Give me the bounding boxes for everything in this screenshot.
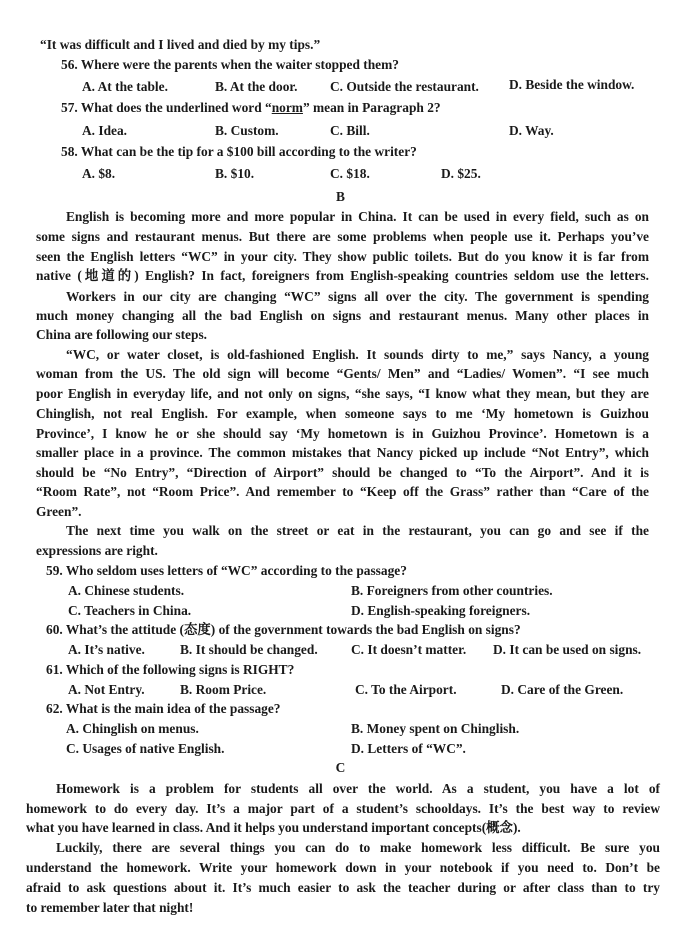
question-number: 57. (61, 100, 78, 115)
q62-option-d[interactable]: D. Letters of “WC”. (351, 741, 466, 756)
section-c-heading: C (335, 760, 346, 775)
q60-option-d[interactable]: D. It can be used on signs. (493, 642, 642, 657)
question-56 (61, 55, 399, 75)
passage-b-line: poor English in everyday life, and not only on signs, “she says, “I know what they mean, but they are (36, 386, 649, 401)
question-stem-before: What does the underlined word “ (80, 100, 272, 115)
passage-b-line: expressions are right. (36, 543, 158, 558)
question-stem: Which of the following signs is RIGHT? (65, 662, 295, 677)
q60-option-c[interactable]: C. It doesn’t matter. (351, 642, 467, 657)
q62-option-c[interactable]: C. Usages of native English. (66, 741, 225, 756)
question-stem: What is the main idea of the passage? (65, 701, 281, 716)
q57-option-b[interactable]: B. Custom. (215, 123, 279, 138)
passage-c-line: to remember later that night! (26, 900, 194, 915)
passage-a-closing-quote: “It was difficult and I lived and died by my tips.” (40, 37, 321, 52)
question-number: 59. (46, 563, 63, 578)
q59-option-b[interactable]: B. Foreigners from other countries. (351, 583, 553, 598)
section-b-heading: B (336, 189, 345, 204)
passage-b-line: Workers in our city are changing “WC” signs all over the city. The government is spending (66, 289, 649, 304)
q61-option-d[interactable]: D. Care of the Green. (501, 682, 624, 697)
passage-b-line: Chinglish, not real English. For example, when someone says to me ‘My hometown is Guizhou (36, 406, 649, 421)
q59-option-c[interactable]: C. Teachers in China. (68, 603, 192, 618)
passage-b-line: Green”. (36, 504, 82, 519)
passage-c-line: Luckily, there are several things you can do to make homework less difficult. Be sure you (56, 840, 660, 855)
passage-b-line: seen the English letters “WC” in your city. They show public toilets. But do you know it is far from (36, 249, 649, 264)
q56-option-b[interactable]: B. At the door. (215, 79, 298, 94)
question-58 (61, 142, 417, 162)
question-60 (46, 620, 521, 640)
question-stem-after: ” mean in Paragraph 2? (302, 100, 441, 115)
question-62 (46, 699, 281, 719)
passage-c-line: understand the homework. Write your homework down in your notebook if you need to. Don’t be (26, 860, 660, 875)
passage-b-line: English is becoming more and more popular in China. It can be used in every field, such as on (66, 209, 649, 224)
q61-option-b[interactable]: B. Room Price. (180, 682, 267, 697)
question-stem: What can be the tip for a $100 bill according to the writer? (80, 144, 417, 159)
question-number: 58. (61, 144, 78, 159)
question-59 (46, 561, 407, 581)
passage-c-line: what you have learned in class. And it helps you understand important concepts(概念). (26, 820, 521, 835)
q57-option-d[interactable]: D. Way. (509, 123, 554, 138)
passage-c-line: afraid to ask questions about it. It’s much easier to ask the teacher during or after class than to try (26, 880, 660, 895)
passage-c-line: homework to do every day. It’s a major part of a student’s schooldays. It’s the best way to review (26, 801, 660, 816)
q56-option-d[interactable]: D. Beside the window. (509, 77, 635, 92)
passage-b-line: should be “No Entry”, “Direction of Airport” should be changed to “To the Airport”. And it is (36, 465, 649, 480)
passage-c-line: Homework is a problem for students all over the world. As a student, you have a lot of (56, 781, 660, 796)
question-number: 56. (61, 57, 78, 72)
q59-option-a[interactable]: A. Chinese students. (68, 583, 185, 598)
q61-option-c[interactable]: C. To the Airport. (355, 682, 457, 697)
passage-b-line: “Room Rate”, not “Room Price”. And remember to “Keep off the Grass” rather than “Care of the (36, 484, 649, 499)
passage-b-line: Province’, I know he or she should say ‘My hometown is in Guizhou Province’. Hometown is a (36, 426, 649, 441)
q60-option-b[interactable]: B. It should be changed. (180, 642, 318, 657)
q62-option-a[interactable]: A. Chinglish on menus. (66, 721, 199, 736)
passage-b-line: some signs and restaurant menus. But there are some problems when people use it. Perhaps you’ve (36, 229, 649, 244)
q62-option-b[interactable]: B. Money spent on Chinglish. (351, 721, 520, 736)
question-stem: Who seldom uses letters of “WC” according to the passage? (65, 563, 407, 578)
question-stem: Where were the parents when the waiter stopped them? (80, 57, 399, 72)
q57-option-c[interactable]: C. Bill. (330, 123, 370, 138)
q56-option-c[interactable]: C. Outside the restaurant. (330, 79, 479, 94)
passage-b-line: The next time you walk on the street or eat in the restaurant, you can go and see if the (66, 523, 649, 538)
question-61 (46, 660, 294, 680)
q59-option-d[interactable]: D. English-speaking foreigners. (351, 603, 531, 618)
question-number: 60. (46, 622, 63, 637)
q58-option-d[interactable]: D. $25. (441, 166, 481, 181)
question-number: 62. (46, 701, 63, 716)
q58-option-b[interactable]: B. $10. (215, 166, 255, 181)
q58-option-c[interactable]: C. $18. (330, 166, 370, 181)
q58-option-a[interactable]: A. $8. (82, 166, 116, 181)
question-stem: What’s the attitude (态度) of the government towards the bad English on signs? (65, 622, 521, 637)
passage-b-line: much money changing all the bad English on signs and restaurant menus. Many other places in (36, 308, 649, 323)
q56-option-a[interactable]: A. At the table. (82, 79, 168, 94)
underlined-word: norm (271, 100, 303, 115)
q60-option-a[interactable]: A. It’s native. (68, 642, 145, 657)
passage-b-line: native (地道的) English? In fact, foreigners from English-speaking countries seldom use the letters. (36, 268, 649, 283)
passage-b-line: China are following our steps. (36, 327, 207, 342)
question-57 (61, 98, 441, 118)
q61-option-a[interactable]: A. Not Entry. (68, 682, 145, 697)
question-number: 61. (46, 662, 63, 677)
passage-b-line: smaller place in a province. The common mistakes that Nancy picked up include “Not Entry”, which (36, 445, 649, 460)
passage-b-line: “WC, or water closet, is old-fashioned English. It sounds dirty to me,” says Nancy, a young (66, 347, 649, 362)
passage-b-line: woman from the US. The old sign will become “Gents/ Men” and “Ladies/ Women”. “I see much (36, 366, 649, 381)
q57-option-a[interactable]: A. Idea. (82, 123, 128, 138)
